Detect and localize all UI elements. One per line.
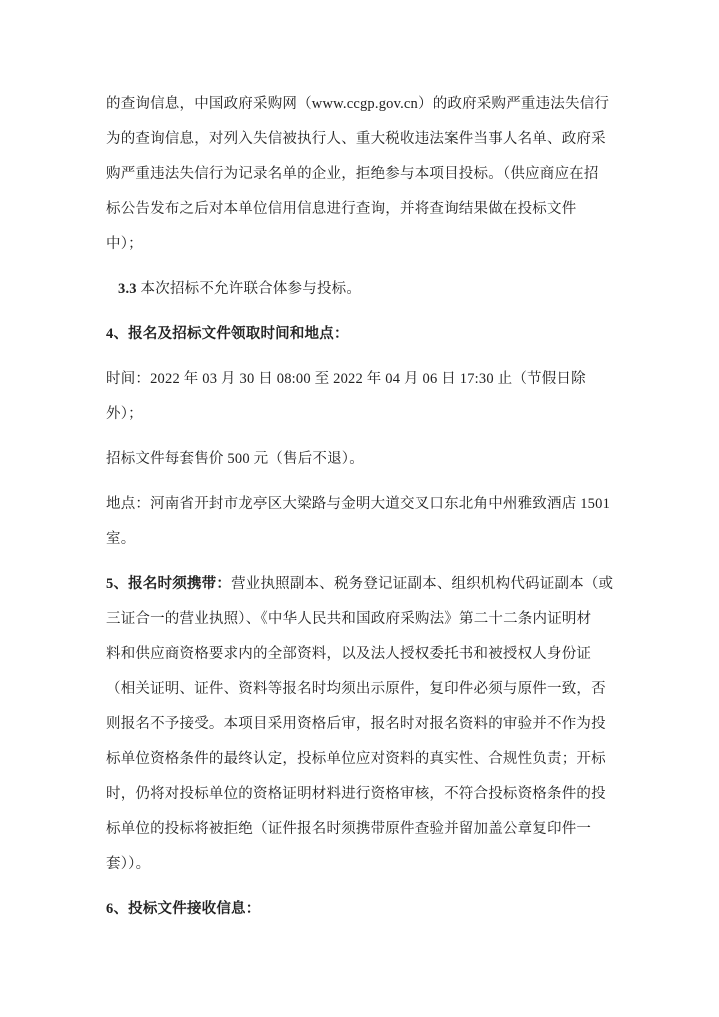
text-run: 标单位的投标将被拒绝（证件报名时须携带原件查验并留加盖公章复印件一	[106, 821, 592, 837]
text-run: 4、报名及招标文件领取时间和地点：	[106, 326, 349, 342]
heading-4-registration-time-place	[106, 317, 618, 352]
text-run: 本次招标不允许联合体参与投标。	[136, 281, 362, 297]
text-line	[106, 602, 618, 637]
paragraph-credit-blacklist	[106, 87, 618, 262]
text-line	[106, 272, 618, 307]
text-line	[106, 442, 618, 477]
text-run: 三证合一的营业执照）、《中华人民共和国政府采购法》第二十二条内证明材	[106, 611, 592, 627]
text-run: 外）；	[106, 406, 143, 422]
text-run: 料和供应商资格要求内的全部资料，以及法人授权委托书和被授权人身份证	[106, 646, 592, 662]
text-line	[106, 567, 618, 602]
text-line	[106, 227, 618, 262]
text-run: （相关证明、证件、资料等报名时均须出示原件，复印件必须与原件一致，否	[106, 681, 606, 697]
text-line	[106, 812, 618, 847]
text-run: 招标文件每套售价 500 元（售后不退）。	[106, 451, 364, 467]
section-heading	[106, 892, 618, 927]
text-line	[106, 487, 618, 522]
text-line	[106, 87, 618, 122]
text-run: 标公告发布之后对本单位信用信息进行查询，并将查询结果做在投标文件	[106, 201, 577, 217]
text-line	[106, 777, 618, 812]
text-line	[106, 742, 618, 777]
clause-number: 3.3	[118, 281, 137, 297]
text-run: 标单位资格条件的最终认定，投标单位应对资料的真实性、合规性负责；开标	[106, 751, 606, 767]
paragraph-3-3-no-consortium	[106, 272, 618, 307]
section-heading-inline: 5、报名时须携带：	[106, 576, 232, 592]
text-line	[106, 122, 618, 157]
paragraph-5-required-documents	[106, 567, 618, 882]
paragraph-time	[106, 362, 618, 432]
text-line	[106, 672, 618, 707]
text-run: 室。	[106, 531, 136, 547]
text-line	[106, 397, 618, 432]
text-run: 营业执照副本、税务登记证副本、组织机构代码证副本（或	[231, 576, 614, 592]
text-run: 为的查询信息，对列入失信被执行人、重大税收违法案件当事人名单、政府采	[106, 131, 606, 147]
text-line	[106, 637, 618, 672]
text-line	[106, 362, 618, 397]
text-run: 的查询信息，中国政府采购网（www.ccgp.gov.cn）的政府采购严重违法失信行	[106, 96, 610, 112]
text-run: 套））。	[106, 856, 151, 872]
text-run: 时间：2022 年 03 月 30 日 08:00 至 2022 年 04 月 06 日 17:30 止（节假日除	[106, 371, 586, 387]
document-body	[106, 87, 618, 927]
text-run: 购严重违法失信行为记录名单的企业，拒绝参与本项目投标。（供应商应在招	[106, 166, 599, 182]
paragraph-location	[106, 487, 618, 557]
text-run: 时，仍将对投标单位的资格证明材料进行资格审核，不符合投标资格条件的投	[106, 786, 606, 802]
paragraph-document-price	[106, 442, 618, 477]
text-run: 则报名不予接受。本项目采用资格后审，报名时对报名资料的审验并不作为投	[106, 716, 606, 732]
text-line	[106, 707, 618, 742]
text-line	[106, 847, 618, 882]
section-heading	[106, 317, 618, 352]
text-line	[106, 192, 618, 227]
heading-6-bid-receiving-info	[106, 892, 618, 927]
text-line	[106, 157, 618, 192]
text-run: 地点：河南省开封市龙亭区大梁路与金明大道交叉口东北角中州雅致酒店 1501	[106, 496, 611, 512]
text-run: 中）；	[106, 236, 143, 252]
text-line	[106, 522, 618, 557]
text-run: 6、投标文件接收信息：	[106, 901, 261, 917]
